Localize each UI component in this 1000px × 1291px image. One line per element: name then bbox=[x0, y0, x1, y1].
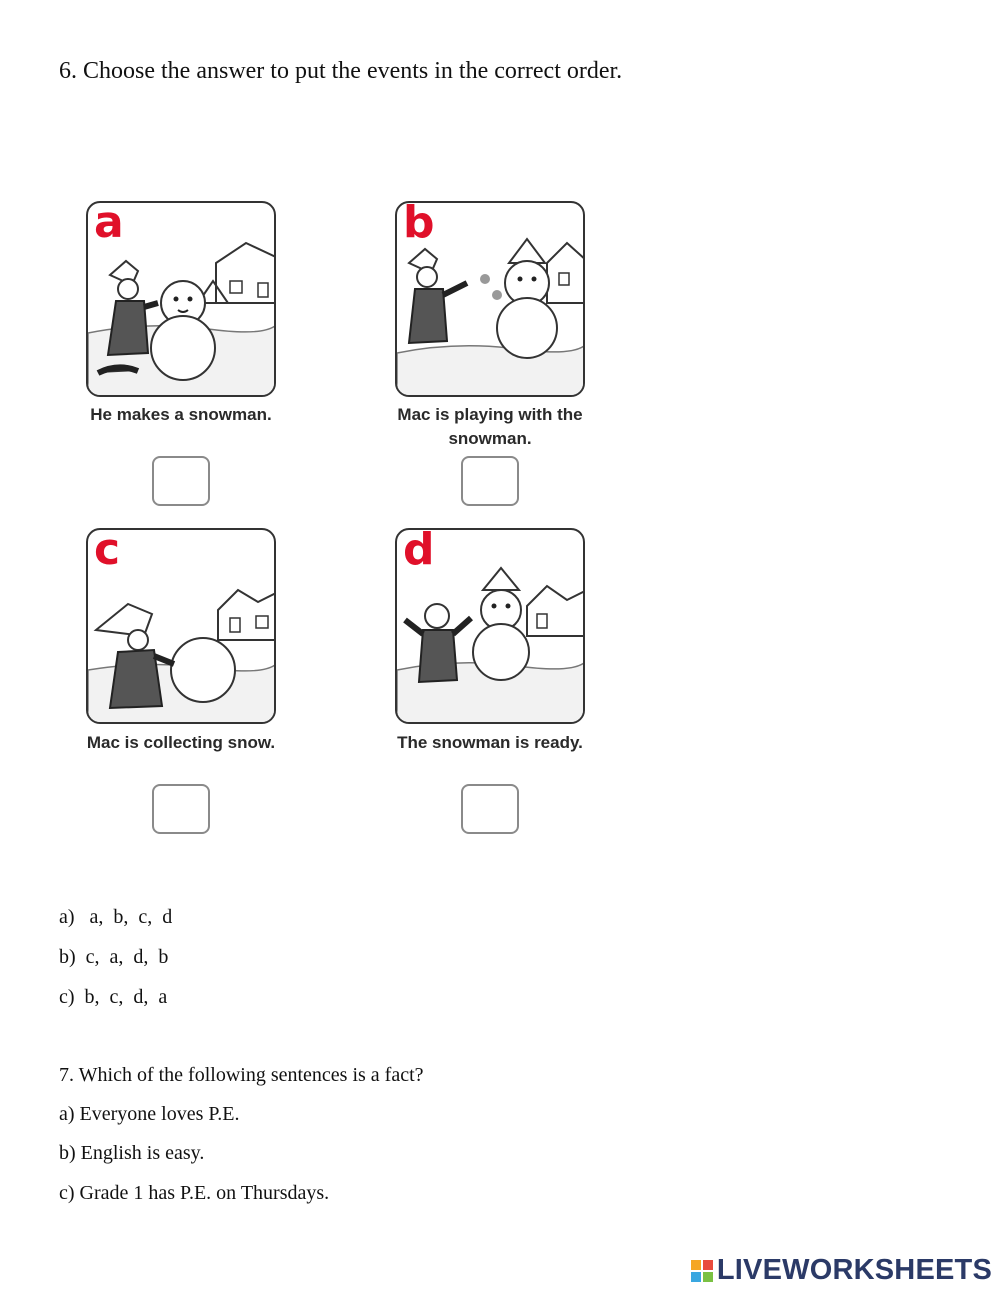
panel-letter-d: d bbox=[403, 528, 435, 575]
logo-cube bbox=[691, 1260, 701, 1270]
answer-box-d[interactable] bbox=[461, 784, 519, 834]
question-7-option-a[interactable]: a) Everyone loves P.E. bbox=[59, 1103, 240, 1125]
picture-panel-c bbox=[86, 528, 276, 724]
question-7-option-c[interactable]: c) Grade 1 has P.E. on Thursdays. bbox=[59, 1182, 330, 1204]
question-6-option-b[interactable]: b) c, a, d, b bbox=[59, 946, 169, 968]
question-6-option-a[interactable]: a) a, b, c, d bbox=[59, 906, 173, 928]
logo-cube bbox=[691, 1272, 701, 1282]
answer-box-a[interactable] bbox=[152, 456, 210, 506]
logo-cube bbox=[703, 1272, 713, 1282]
question-7-option-b[interactable]: b) English is easy. bbox=[59, 1142, 205, 1164]
logo-cube bbox=[703, 1260, 713, 1270]
panel-caption-a: He makes a snowman. bbox=[90, 405, 272, 424]
panel-letter-c: c bbox=[94, 528, 121, 575]
picture-panel-a bbox=[86, 201, 276, 397]
liveworksheets-logo bbox=[691, 1254, 992, 1287]
picture-panel-b bbox=[395, 201, 585, 397]
panel-caption-d: The snowman is ready. bbox=[397, 733, 583, 752]
panel-letter-b: b bbox=[403, 201, 435, 248]
question-7-title: 7. Which of the following sentences is a fact? bbox=[59, 1064, 424, 1086]
logo-cubes-icon bbox=[691, 1260, 713, 1282]
panel-caption-c: Mac is collecting snow. bbox=[86, 733, 276, 752]
panel-caption-b: Mac is playing with the snowman. bbox=[397, 405, 583, 448]
answer-box-c[interactable] bbox=[152, 784, 210, 834]
logo-text: LIVEWORKSHEETS bbox=[716, 1254, 992, 1286]
panel-letter-a: a bbox=[94, 201, 124, 248]
question-6-option-c[interactable]: c) b, c, d, a bbox=[59, 986, 168, 1008]
picture-panel-d bbox=[395, 528, 585, 724]
question-6-title: 6. Choose the answer to put the events in the correct order. bbox=[59, 58, 623, 84]
answer-box-b[interactable] bbox=[461, 456, 519, 506]
